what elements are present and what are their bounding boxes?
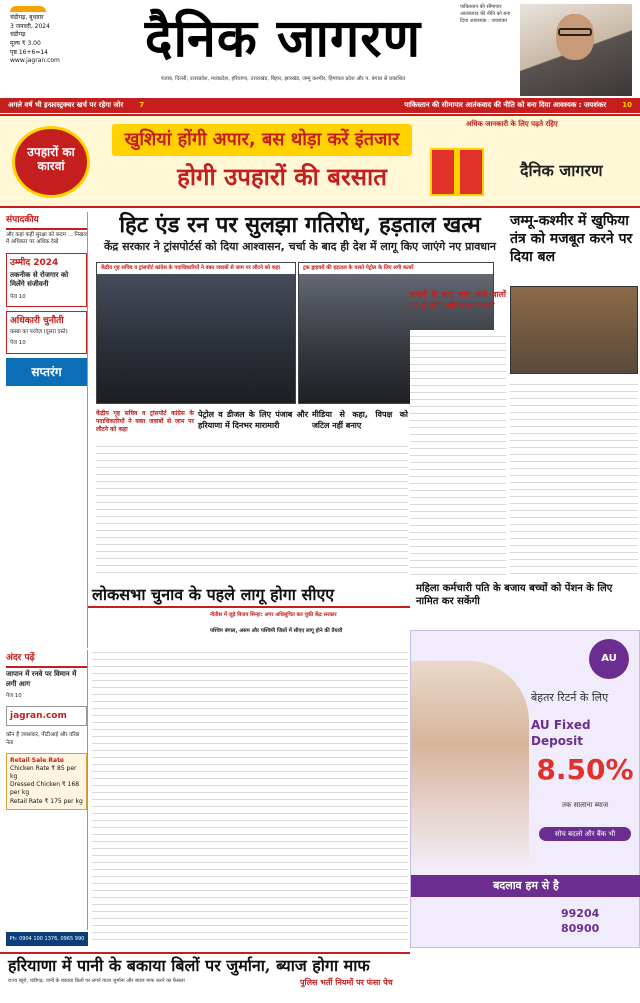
- inside-story[interactable]: जापान में रनवे पर विमान में लगी आग: [6, 670, 77, 688]
- banner-line-2: होगी उपहारों की बरसात: [177, 162, 387, 191]
- main-body-text-block: [96, 440, 408, 576]
- photo-1-caption: केंद्रीय गृह सचिव व ट्रांसपोर्ट कांग्रेस के पदाधिकारियों ने वक्त जवाबों से जाम पर लौटने को कहा: [97, 263, 295, 274]
- ad-tagline: बेहतर रिटर्न के लिए: [531, 691, 609, 704]
- right-headline[interactable]: जम्मू-कश्मीर में खुफिया तंत्र को मजबूत करने पर दिया बल: [510, 213, 633, 265]
- masthead-portrait: [520, 4, 632, 96]
- ad-slogan: बदलाव हम से है: [411, 875, 640, 897]
- police-recruitment-headline[interactable]: पुलिस भर्ती नियमों पर फंसा पेच: [300, 978, 393, 987]
- main-col-1-title: केंद्रीय गृह सचिव व ट्रांसपोर्ट कांग्रेस के पदाधिकारियों ने वक्त जवाबों से जाम पर लौटने को कहा: [96, 410, 194, 434]
- ad-cta-button[interactable]: सोच बदलो और बैंक भी: [539, 827, 631, 841]
- challenge-subhead: कस्बा का परवेज़ (दूसरा दस्ते): [10, 329, 68, 336]
- women-pension-headline[interactable]: महिला कर्मचारी पति के बजाय बच्चों को पेंशन के लिए नामित कर सकेंगी: [416, 583, 613, 607]
- price-item: Chicken Rate ₹ 85 per kg: [10, 765, 77, 781]
- right-col-1: [410, 290, 506, 314]
- page-count: पृष्ठ 16+6=14: [10, 48, 48, 56]
- bottom-headline[interactable]: हरियाणा में पानी के बकाया बिलों पर जुर्माना, ब्याज होगा माफ: [0, 952, 410, 976]
- promo-banner: [0, 114, 640, 208]
- gift-box-icon: [430, 148, 484, 196]
- inside-heading: अंदर पढ़ें: [6, 650, 87, 668]
- left-sidebar: [6, 212, 88, 648]
- umeed-subhead: तकनीक से रोजगार को मिलेंगे संजीवनी: [10, 270, 69, 289]
- right-photo: [510, 286, 638, 374]
- portrait-glasses: [558, 28, 592, 36]
- sun-logo-icon: [10, 6, 46, 12]
- editorial-text: और कहां कहीं सुरक्षा को कदम ... निखार में अधिकार पर अधिक देखें: [6, 232, 87, 246]
- main-col-3: [312, 410, 408, 434]
- au-bank-ad[interactable]: [410, 630, 640, 948]
- city-day: चंडीगढ़, बुधवार: [10, 14, 44, 21]
- right-body-text-block-1: [410, 330, 506, 580]
- main-col-2-title: पेट्रोल व डीजल के लिए पंजाब और हरियाणा में दिनभर मारामारी: [198, 410, 308, 430]
- lok-sabha-note-1: नीतीश में जुड़े विजय सिन्हा: अगर अधिसूचित कर चुकी केंद्र सरकार: [210, 612, 337, 618]
- ad-model-image: [411, 661, 529, 871]
- main-photo-1: [96, 262, 296, 404]
- main-col-3-title: मीडिया से कहा, विपक्ष को जटिल नहीं बनाए: [312, 410, 408, 430]
- main-subhead: केंद्र सरकार ने ट्रांसपोर्टर्स को दिया आश्वासन, चर्चा के बाद ही देश में लागू किए जाएंगे नए प्रावधान: [103, 240, 497, 253]
- newspaper-title: दैनिक जागरण: [144, 8, 422, 69]
- lok-sabha-rule: [88, 606, 410, 608]
- banner-tag: अधिक जानकारी के लिए पढ़ते रहिए: [466, 120, 558, 128]
- banner-line-1: खुशियां होंगी अपार, बस थोड़ा करें इंतजार: [112, 124, 412, 156]
- price-item: Dressed Chicken ₹ 168 per kg: [10, 781, 80, 797]
- editorial-heading: संपादकीय: [6, 212, 87, 230]
- challenge-box[interactable]: [6, 311, 87, 354]
- masthead: [0, 0, 640, 96]
- inside-page: पेज 10: [6, 693, 22, 700]
- challenge-heading: अधिकारी चुनौती: [10, 316, 64, 327]
- chicken-rate-box: [6, 753, 87, 810]
- ad-phone[interactable]: 99204 80900: [561, 907, 600, 935]
- right-body-text-block-2: [510, 378, 638, 578]
- contact-phone-strip[interactable]: Ph: 0904 100 1376, 0965 990 9666: [6, 932, 88, 946]
- jagran-com-logo[interactable]: jagran.com: [6, 706, 87, 726]
- lok-sabha-body-text: [92, 646, 408, 942]
- teaser-left[interactable]: अगले वर्ष भी इन्फ्रास्ट्रक्चर खर्च पर रहेगा जोर: [8, 101, 124, 109]
- edition-city: चंडीगढ़: [10, 31, 26, 39]
- lok-sabha-headline[interactable]: लोकसभा चुनाव के पहले लागू होगा सीएए: [92, 585, 335, 604]
- website-link[interactable]: www.jagran.com: [10, 57, 60, 65]
- jagran-com-text: कौन हैं जयशंकर, पीटीआई और वरिष्ठ नेता: [6, 732, 80, 746]
- gift-caravan-badge: उपहारों का कारवां: [12, 126, 90, 198]
- price-item: Retail Rate ₹ 175 per kg: [10, 797, 83, 805]
- portrait-face: [556, 14, 594, 60]
- umeed-box[interactable]: [6, 253, 87, 307]
- main-headline[interactable]: हिट एंड रन पर सुलझा गतिरोध, हड़ताल खत्म: [119, 212, 481, 238]
- bottom-text: राज्य ब्यूरो, चंडीगढ़: पानी के बकाया बिलों पर लगने वाला जुर्माना और ब्याज माफ करने का फैसला: [8, 978, 185, 984]
- photo-2-caption: ट्रक ड्राइवरों की हड़ताल के चलते पेट्रोल के लिए लगी कतारें: [299, 263, 493, 274]
- ad-product: AU Fixed Deposit: [531, 718, 591, 749]
- banner-logo: दैनिक जागरण: [520, 161, 603, 180]
- price: मूल्य ₹ 3.00: [10, 40, 41, 48]
- left-lower-sidebar: [6, 650, 88, 930]
- umeed-page: पेज 10: [10, 293, 26, 300]
- teaser-left-page: 7: [139, 101, 145, 109]
- ad-rate-note: तक सालाना ब्याज: [561, 801, 609, 809]
- edition-states: पंजाब, दिल्ली, उत्तरप्रदेश, मध्यप्रदेश, हरियाणा, उत्तराखंड, बिहार, झारखंड, जम्मू कश्मीर, हिमाचल प्रदेश और प. बंगाल से प्रकाशित: [160, 76, 406, 82]
- teaser-right-page: 10: [622, 101, 632, 109]
- right-col-title: हाशरों से बाद भाग जाने वालों पर ही होगी अधिकतम सजाएँ: [410, 290, 506, 310]
- masthead-meta: [10, 6, 106, 66]
- umeed-heading: उम्मीद 2024: [10, 257, 59, 268]
- issue-date: 3 जनवरी, 2024: [10, 22, 50, 30]
- photo-caption: पाकिस्तान की सीमापार आतंकवाद की नीति को बना दिया आवश्यक : जयशंकर: [460, 4, 511, 24]
- au-logo: AU: [589, 639, 629, 679]
- lok-sabha-note-2: पश्चिम बंगाल, असम और पश्चिमी जिलों में सीएए लागू होने की तैयारी: [210, 628, 343, 634]
- ad-rate: 8.50%: [536, 753, 634, 786]
- main-col-2: [198, 410, 308, 434]
- price-title: Retail Sale Rate: [10, 757, 64, 765]
- teaser-right[interactable]: पाकिस्तान की सीमापार आतंकवाद की नीति को बना दिया आवश्यक : जयशंकर: [404, 101, 607, 109]
- challenge-page: पेज 10: [10, 340, 26, 347]
- saptrang-section[interactable]: सप्तरंग: [6, 358, 87, 386]
- main-col-1: [96, 410, 194, 436]
- teaser-strip: [0, 98, 640, 113]
